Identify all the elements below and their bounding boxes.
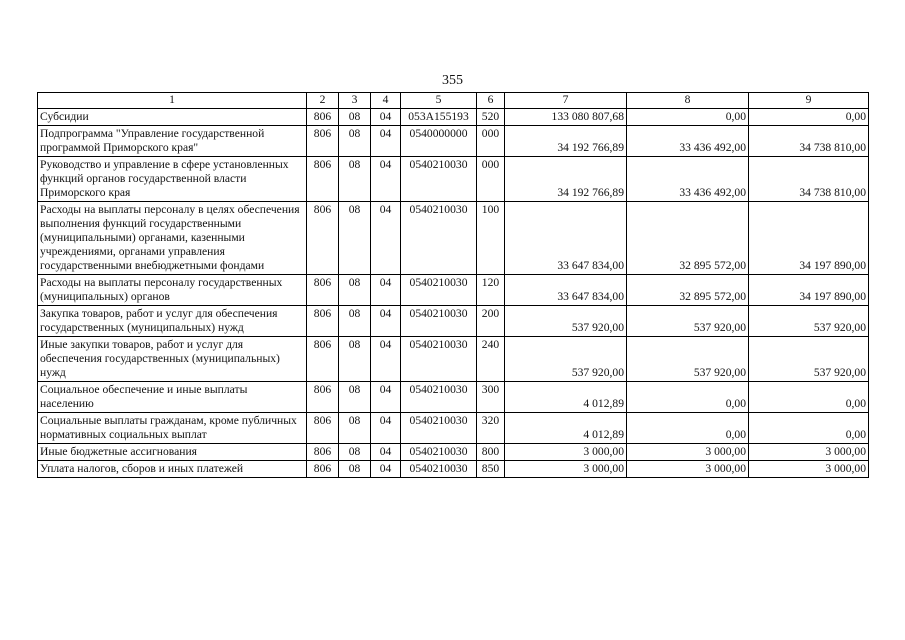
column-9-amount: 34 197 890,00 [749, 202, 869, 275]
column-6-cell: 120 [477, 275, 505, 306]
column-7-amount: 3 000,00 [505, 461, 627, 478]
column-3-cell: 08 [339, 382, 371, 413]
column-9-amount: 34 738 810,00 [749, 157, 869, 202]
column-7-amount: 34 192 766,89 [505, 157, 627, 202]
table-header-row [38, 93, 869, 109]
column-7-amount: 34 192 766,89 [505, 126, 627, 157]
header-cell: 9 [749, 93, 869, 109]
column-2-cell: 806 [307, 202, 339, 275]
header-cell: 4 [371, 93, 401, 109]
column-5-cell: 0540000000 [401, 126, 477, 157]
header-cell: 2 [307, 93, 339, 109]
column-5-cell: 0540210030 [401, 306, 477, 337]
column-4-cell: 04 [371, 461, 401, 478]
column-4-cell: 04 [371, 109, 401, 126]
header-cell: 5 [401, 93, 477, 109]
column-7-amount: 33 647 834,00 [505, 275, 627, 306]
column-2-cell: 806 [307, 337, 339, 382]
table-row [38, 202, 869, 275]
column-8-amount: 0,00 [627, 413, 749, 444]
column-4-cell: 04 [371, 202, 401, 275]
column-2-cell: 806 [307, 306, 339, 337]
header-cell: 8 [627, 93, 749, 109]
header-cell: 6 [477, 93, 505, 109]
column-2-cell: 806 [307, 382, 339, 413]
row-name-cell: Иные бюджетные ассигнования [38, 444, 307, 461]
column-3-cell: 08 [339, 109, 371, 126]
column-2-cell: 806 [307, 126, 339, 157]
header-cell: 1 [38, 93, 307, 109]
budget-table [37, 92, 869, 478]
row-name-cell: Иные закупки товаров, работ и услуг для обеспечения государственных (муниципальных) нужд [38, 337, 307, 382]
column-9-amount: 34 738 810,00 [749, 126, 869, 157]
row-name-cell: Расходы на выплаты персоналу в целях обеспечения выполнения функций государственными (муниципальными) органами, казенными учреждениями, органами управления государственными внебюджетными фондами [38, 202, 307, 275]
column-8-amount: 3 000,00 [627, 444, 749, 461]
column-7-amount: 537 920,00 [505, 337, 627, 382]
column-9-amount: 537 920,00 [749, 337, 869, 382]
column-3-cell: 08 [339, 126, 371, 157]
column-8-amount: 32 895 572,00 [627, 202, 749, 275]
row-name-cell: Уплата налогов, сборов и иных платежей [38, 461, 307, 478]
column-4-cell: 04 [371, 413, 401, 444]
header-cell: 7 [505, 93, 627, 109]
column-8-amount: 537 920,00 [627, 337, 749, 382]
table-row [38, 306, 869, 337]
table-row [38, 157, 869, 202]
column-2-cell: 806 [307, 157, 339, 202]
table-row [38, 109, 869, 126]
column-7-amount: 133 080 807,68 [505, 109, 627, 126]
column-8-amount: 32 895 572,00 [627, 275, 749, 306]
column-5-cell: 0540210030 [401, 275, 477, 306]
column-6-cell: 320 [477, 413, 505, 444]
column-5-cell: 0540210030 [401, 413, 477, 444]
column-5-cell: 0540210030 [401, 461, 477, 478]
column-6-cell: 000 [477, 126, 505, 157]
column-2-cell: 806 [307, 461, 339, 478]
column-7-amount: 4 012,89 [505, 413, 627, 444]
column-4-cell: 04 [371, 126, 401, 157]
page-number: 355 [442, 73, 463, 88]
column-6-cell: 800 [477, 444, 505, 461]
column-4-cell: 04 [371, 306, 401, 337]
column-7-amount: 3 000,00 [505, 444, 627, 461]
column-6-cell: 520 [477, 109, 505, 126]
column-8-amount: 0,00 [627, 382, 749, 413]
row-name-cell: Субсидии [38, 109, 307, 126]
row-name-cell: Закупка товаров, работ и услуг для обеспечения государственных (муниципальных) нужд [38, 306, 307, 337]
column-7-amount: 33 647 834,00 [505, 202, 627, 275]
column-2-cell: 806 [307, 109, 339, 126]
column-8-amount: 537 920,00 [627, 306, 749, 337]
column-2-cell: 806 [307, 413, 339, 444]
column-6-cell: 850 [477, 461, 505, 478]
column-3-cell: 08 [339, 337, 371, 382]
column-3-cell: 08 [339, 461, 371, 478]
header-cell: 3 [339, 93, 371, 109]
column-5-cell: 0540210030 [401, 444, 477, 461]
table-row [38, 337, 869, 382]
column-6-cell: 000 [477, 157, 505, 202]
column-8-amount: 3 000,00 [627, 461, 749, 478]
row-name-cell: Подпрограмма "Управление государственной программой Приморского края" [38, 126, 307, 157]
column-8-amount: 33 436 492,00 [627, 157, 749, 202]
table-row [38, 444, 869, 461]
column-2-cell: 806 [307, 275, 339, 306]
row-name-cell: Социальные выплаты гражданам, кроме публичных нормативных социальных выплат [38, 413, 307, 444]
column-2-cell: 806 [307, 444, 339, 461]
column-3-cell: 08 [339, 202, 371, 275]
column-3-cell: 08 [339, 275, 371, 306]
column-4-cell: 04 [371, 337, 401, 382]
column-9-amount: 0,00 [749, 382, 869, 413]
column-9-amount: 3 000,00 [749, 444, 869, 461]
table-row [38, 275, 869, 306]
column-8-amount: 0,00 [627, 109, 749, 126]
column-5-cell: 0540210030 [401, 157, 477, 202]
column-7-amount: 537 920,00 [505, 306, 627, 337]
table-row [38, 413, 869, 444]
table-row [38, 461, 869, 478]
column-4-cell: 04 [371, 382, 401, 413]
column-5-cell: 0540210030 [401, 202, 477, 275]
column-4-cell: 04 [371, 157, 401, 202]
column-6-cell: 200 [477, 306, 505, 337]
column-3-cell: 08 [339, 413, 371, 444]
column-5-cell: 053A155193 [401, 109, 477, 126]
column-6-cell: 100 [477, 202, 505, 275]
column-8-amount: 33 436 492,00 [627, 126, 749, 157]
column-4-cell: 04 [371, 444, 401, 461]
row-name-cell: Расходы на выплаты персоналу государственных (муниципальных) органов [38, 275, 307, 306]
column-6-cell: 240 [477, 337, 505, 382]
column-6-cell: 300 [477, 382, 505, 413]
column-9-amount: 0,00 [749, 109, 869, 126]
column-5-cell: 0540210030 [401, 382, 477, 413]
column-9-amount: 34 197 890,00 [749, 275, 869, 306]
column-3-cell: 08 [339, 157, 371, 202]
column-7-amount: 4 012,89 [505, 382, 627, 413]
table-row [38, 382, 869, 413]
column-3-cell: 08 [339, 444, 371, 461]
column-3-cell: 08 [339, 306, 371, 337]
column-9-amount: 3 000,00 [749, 461, 869, 478]
column-9-amount: 537 920,00 [749, 306, 869, 337]
table-row [38, 126, 869, 157]
column-9-amount: 0,00 [749, 413, 869, 444]
column-5-cell: 0540210030 [401, 337, 477, 382]
row-name-cell: Социальное обеспечение и иные выплаты населению [38, 382, 307, 413]
column-4-cell: 04 [371, 275, 401, 306]
row-name-cell: Руководство и управление в сфере установленных функций органов государственной власти Приморского края [38, 157, 307, 202]
